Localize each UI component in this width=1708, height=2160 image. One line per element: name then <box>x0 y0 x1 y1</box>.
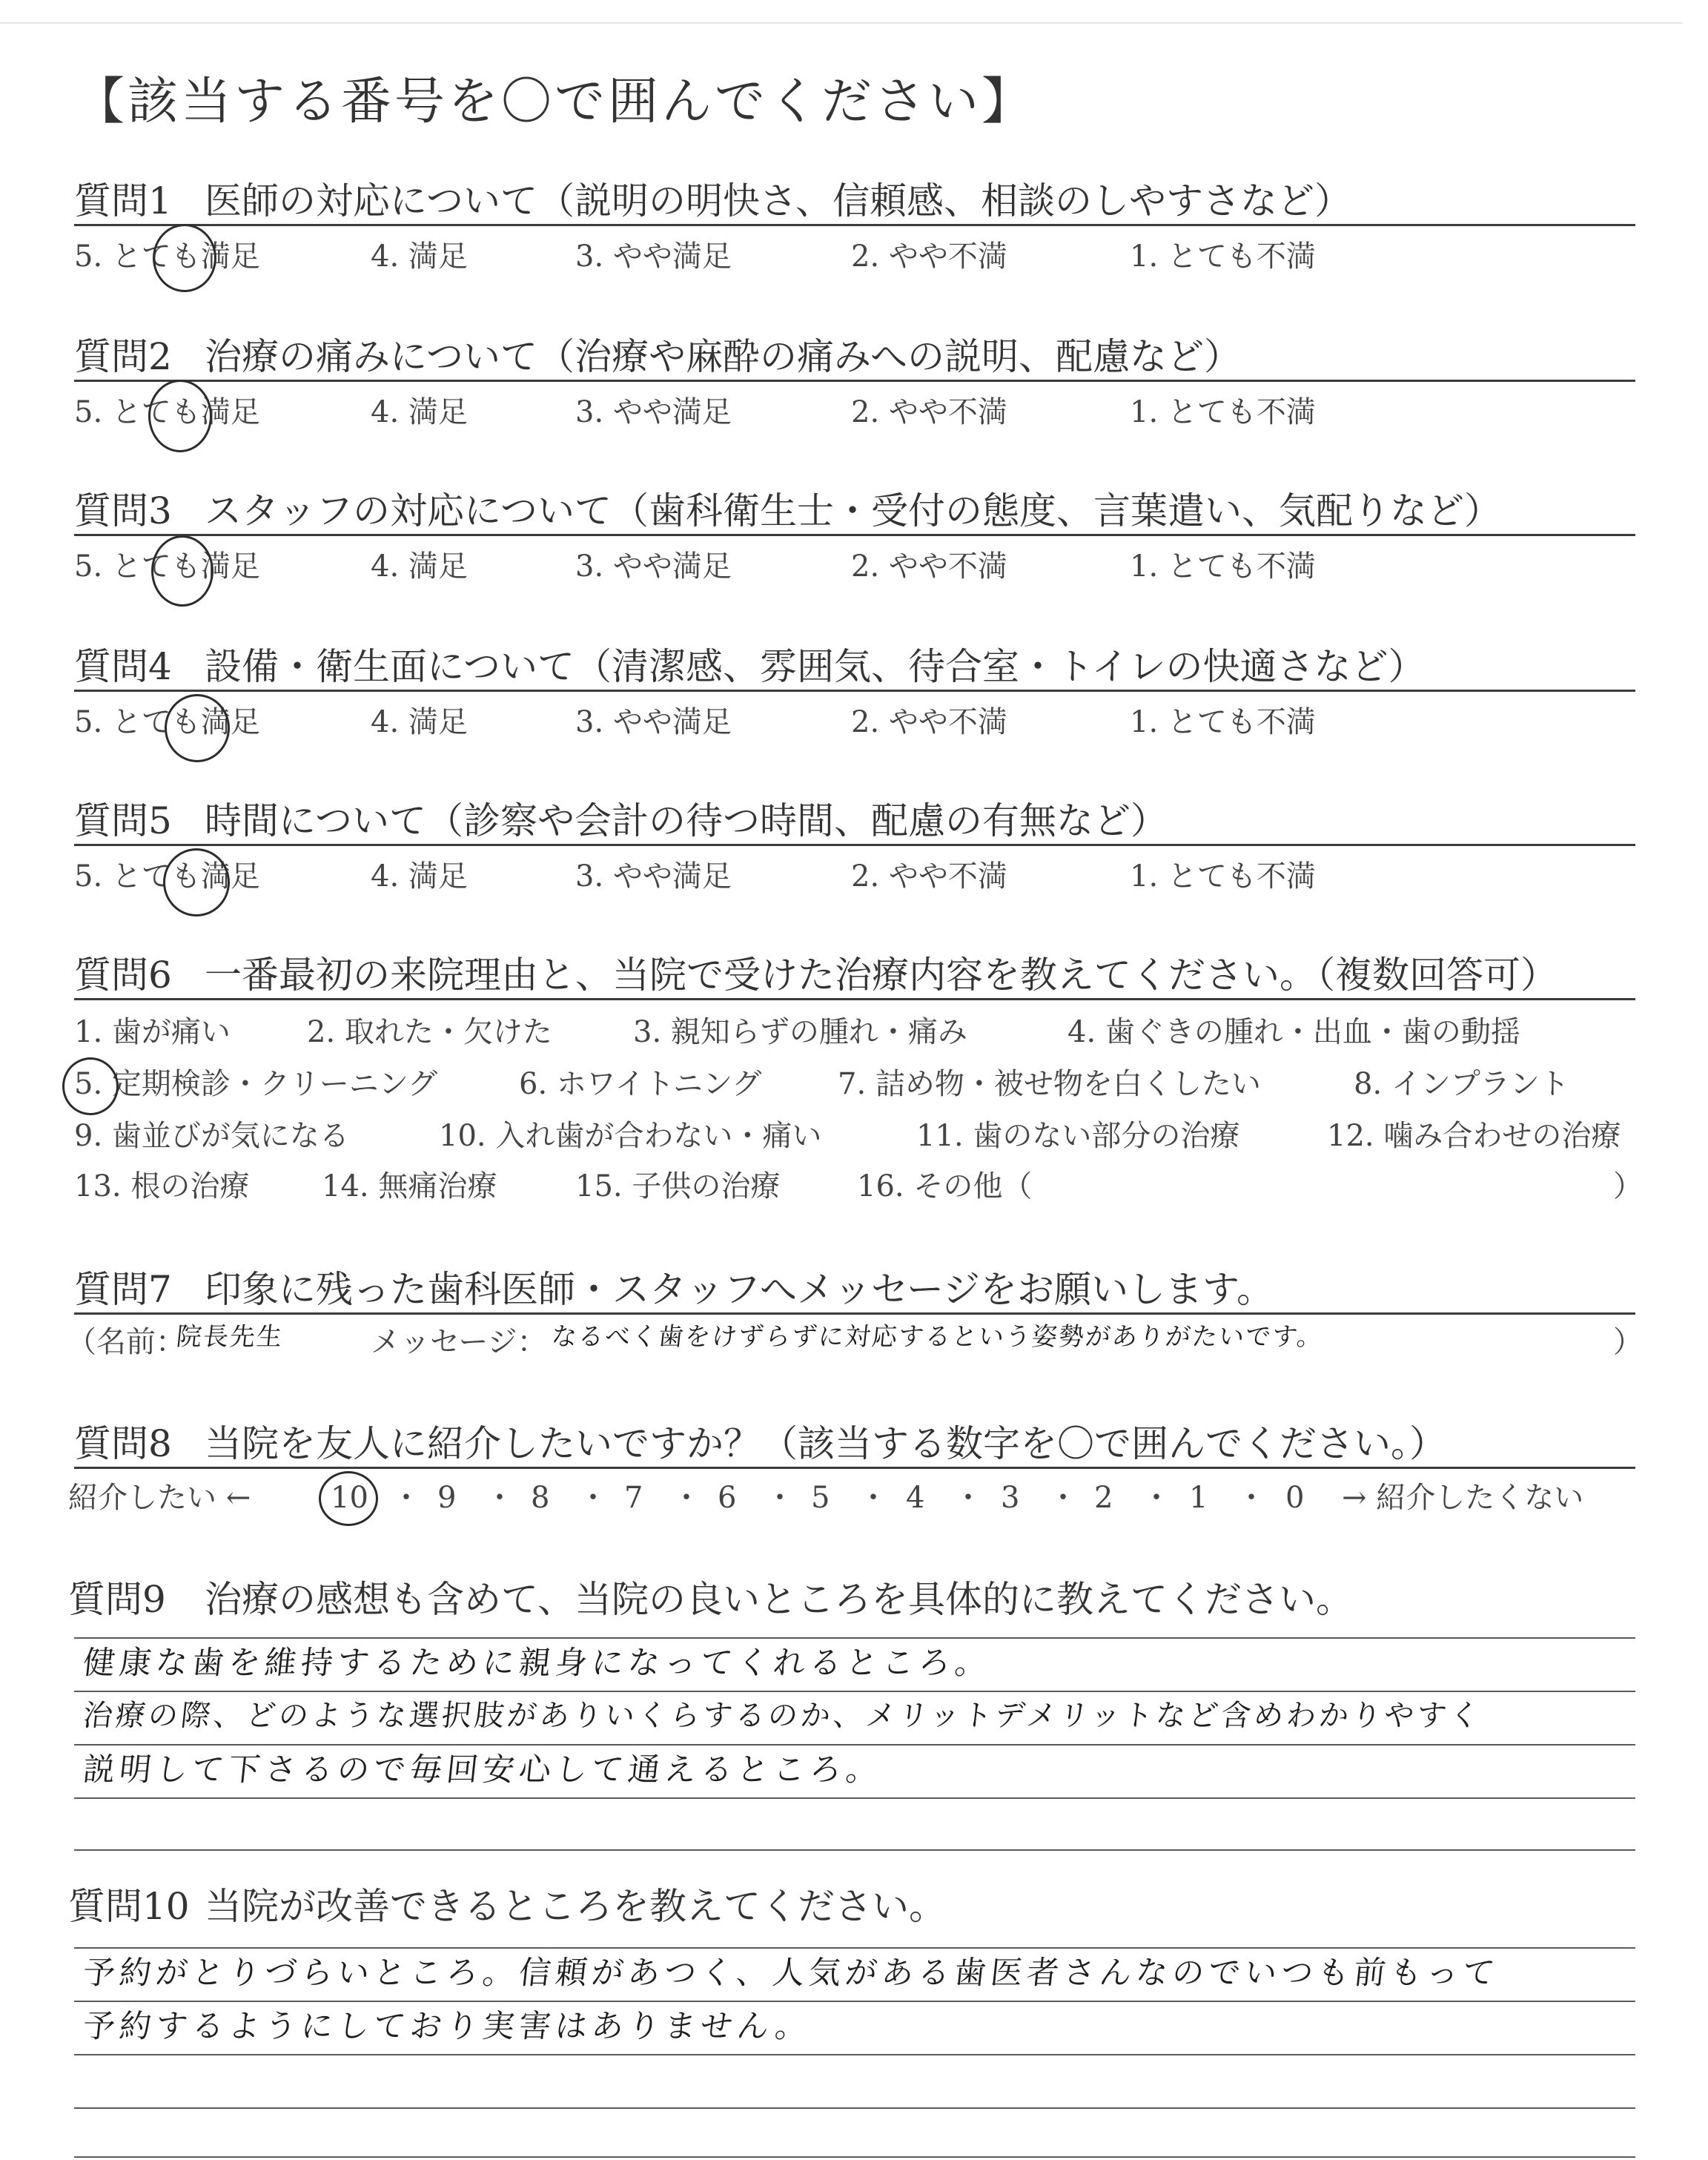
q8-separator: ・ <box>858 1481 888 1515</box>
q10-answer-line <box>74 1947 1635 1949</box>
q9-answer-line <box>74 1849 1635 1851</box>
q6-option-5[interactable]: 5. 定期検診・クリーニング <box>74 1067 438 1101</box>
q3-selection-circle <box>151 535 214 607</box>
q5-option-2[interactable]: 2. やや不満 <box>851 859 1007 894</box>
q1-label: 質問1 <box>74 179 172 222</box>
q6-other-close-paren: ） <box>1613 1169 1643 1203</box>
q8-separator: ・ <box>765 1481 795 1515</box>
q7-message-label: メッセージ： <box>371 1325 547 1359</box>
q5-option-5[interactable]: 5. とても満足 <box>74 859 260 894</box>
q9-answer-text[interactable]: 治療の際、どのような選択肢がありいくらするのか、メリットデメリットなど含めわかりやすく <box>81 1699 1484 1733</box>
q8-scale-4[interactable]: 4 <box>906 1481 925 1515</box>
q9-text: 治療の感想も含めて、当院の良いところを具体的に教えてください。 <box>205 1578 1353 1621</box>
q10-answer-line <box>74 2107 1635 2109</box>
q6-option-12[interactable]: 12. 噛み合わせの治療 <box>1327 1119 1621 1153</box>
q6-rule <box>74 998 1635 1000</box>
q5-selection-circle <box>163 848 230 916</box>
q5-option-3[interactable]: 3. やや満足 <box>575 859 732 894</box>
q2-option-2[interactable]: 2. やや不満 <box>851 395 1007 429</box>
q2-rule <box>74 380 1635 382</box>
q6-option-10[interactable]: 10. 入れ歯が合わない・痛い <box>439 1119 822 1153</box>
q8-scale-3[interactable]: 3 <box>1001 1481 1020 1515</box>
q6-option-4[interactable]: 4. 歯ぐきの腫れ・出血・歯の動揺 <box>1068 1015 1520 1049</box>
q4-option-5[interactable]: 5. とても満足 <box>74 705 260 739</box>
q5-option-1[interactable]: 1. とても不満 <box>1130 859 1316 894</box>
q8-separator: ・ <box>1237 1481 1266 1515</box>
q10-answer-text[interactable]: 予約するようにしており実害はありません。 <box>81 2008 814 2045</box>
q9-label: 質問9 <box>68 1578 166 1621</box>
q8-selection-circle <box>319 1471 378 1526</box>
q7-close-paren: ） <box>1613 1325 1643 1359</box>
q6-option-7[interactable]: 7. 詰め物・被せ物を白くしたい <box>838 1067 1261 1101</box>
q2-selection-circle <box>148 380 212 452</box>
q8-separator: ・ <box>485 1481 514 1515</box>
q6-option-2[interactable]: 2. 取れた・欠けた <box>307 1015 552 1049</box>
q4-option-1[interactable]: 1. とても不満 <box>1130 705 1316 739</box>
q10-answer-text[interactable]: 予約がとりづらいところ。信頼があつく、人気がある歯医者さんなのでいつも前もって <box>81 1955 1501 1992</box>
q5-text: 時間について（診察や会計の待つ時間、配慮の有無など） <box>205 799 1168 842</box>
q10-text: 当院が改善できるところを教えてください。 <box>205 1885 946 1928</box>
q3-text: スタッフの対応について（歯科衛生士・受付の態度、言葉遣い、気配りなど） <box>205 489 1501 532</box>
q7-text: 印象に残った歯科医師・スタッフへメッセージをお願いします。 <box>205 1268 1274 1311</box>
q10-answer-line <box>74 2001 1635 2002</box>
q9-answer-text[interactable]: 説明して下さるので毎回安心して通えるところ。 <box>81 1751 884 1789</box>
q8-left-label: 紹介したい ← <box>68 1481 251 1515</box>
q8-scale-8[interactable]: 8 <box>531 1481 550 1515</box>
q9-answer-text[interactable]: 健康な歯を維持するために親身になってくれるところ。 <box>81 1645 993 1682</box>
q8-scale-9[interactable]: 9 <box>437 1481 457 1515</box>
q8-separator: ・ <box>1142 1481 1171 1515</box>
q3-option-5[interactable]: 5. とても満足 <box>74 549 260 584</box>
q6-option-8[interactable]: 8. インプラント <box>1354 1067 1569 1101</box>
q1-option-1[interactable]: 1. とても不満 <box>1130 240 1316 274</box>
q3-option-2[interactable]: 2. やや不満 <box>851 549 1007 584</box>
q6-selection-circle <box>62 1057 119 1115</box>
q6-text: 一番最初の来院理由と、当院で受けた治療内容を教えてください。（複数回答可） <box>205 954 1558 997</box>
q3-rule <box>74 534 1635 536</box>
q2-label: 質問2 <box>74 335 172 378</box>
q8-rule <box>74 1467 1635 1469</box>
q2-text: 治療の痛みについて（治療や麻酔の痛みへの説明、配慮など） <box>205 335 1241 378</box>
q10-answer-line <box>74 2156 1635 2158</box>
q2-option-3[interactable]: 3. やや満足 <box>575 395 732 429</box>
q6-option-6[interactable]: 6. ホワイトニング <box>519 1067 762 1101</box>
q8-label: 質問8 <box>74 1422 172 1465</box>
q4-selection-circle <box>165 694 230 762</box>
page-title: 【該当する番号を〇で囲んでください】 <box>74 73 1036 131</box>
q10-answer-line <box>74 2054 1635 2055</box>
q7-rule <box>74 1312 1635 1315</box>
q1-text: 医師の対応について（説明の明快さ、信頼感、相談のしやすさなど） <box>205 179 1351 222</box>
q6-label: 質問6 <box>74 954 172 997</box>
q6-option-14[interactable]: 14. 無痛治療 <box>322 1169 497 1203</box>
q3-label: 質問3 <box>74 489 172 532</box>
q5-label: 質問5 <box>74 799 172 842</box>
q3-option-1[interactable]: 1. とても不満 <box>1130 549 1316 584</box>
q4-option-2[interactable]: 2. やや不満 <box>851 705 1007 739</box>
q8-separator: ・ <box>391 1481 421 1515</box>
q8-scale-0[interactable]: 0 <box>1285 1481 1305 1515</box>
q8-scale-1[interactable]: 1 <box>1189 1481 1208 1515</box>
q3-option-3[interactable]: 3. やや満足 <box>575 549 732 584</box>
q7-message-handwritten[interactable]: なるべく歯をけずらずに対応するという姿勢がありがたいです。 <box>549 1322 1325 1352</box>
q6-option-15[interactable]: 15. 子供の治療 <box>575 1169 781 1203</box>
q1-selection-circle <box>153 224 216 292</box>
q3-option-4[interactable]: 4. 満足 <box>371 549 468 584</box>
q8-text: 当院を友人に紹介したいですか？（該当する数字を〇で囲んでください。） <box>205 1422 1446 1465</box>
q8-separator: ・ <box>1048 1481 1078 1515</box>
q4-label: 質問4 <box>74 645 172 688</box>
q4-rule <box>74 690 1635 692</box>
q1-option-4[interactable]: 4. 満足 <box>371 240 468 274</box>
q4-option-3[interactable]: 3. やや満足 <box>575 705 732 739</box>
q2-option-5[interactable]: 5. とても満足 <box>74 395 260 429</box>
q9-answer-line <box>74 1637 1635 1639</box>
q6-option-9[interactable]: 9. 歯並びが気になる <box>74 1119 349 1153</box>
q7-name-handwritten[interactable]: 院長先生 <box>174 1322 285 1352</box>
q8-separator: ・ <box>953 1481 983 1515</box>
q4-option-4[interactable]: 4. 満足 <box>371 705 468 739</box>
q8-right-label: → 紹介したくない <box>1342 1481 1584 1515</box>
q8-scale-2[interactable]: 2 <box>1094 1481 1113 1515</box>
q9-answer-line <box>74 1744 1635 1745</box>
q6-option-13[interactable]: 13. 根の治療 <box>74 1169 250 1203</box>
q2-option-1[interactable]: 1. とても不満 <box>1130 395 1316 429</box>
q1-option-2[interactable]: 2. やや不満 <box>851 240 1007 274</box>
q8-scale-10[interactable]: 10 <box>331 1481 368 1515</box>
q5-option-4[interactable]: 4. 満足 <box>371 859 468 894</box>
q2-option-4[interactable]: 4. 満足 <box>371 395 468 429</box>
q6-option-16[interactable]: 16. その他（ <box>857 1169 1033 1203</box>
q6-option-3[interactable]: 3. 親知らずの腫れ・痛み <box>633 1015 967 1049</box>
scan-edge-line <box>0 22 1683 24</box>
q8-separator: ・ <box>672 1481 701 1515</box>
q8-scale-5[interactable]: 5 <box>811 1481 830 1515</box>
q9-answer-line <box>74 1797 1635 1799</box>
q9-answer-line <box>74 1691 1635 1692</box>
q5-rule <box>74 844 1635 846</box>
q10-label: 質問10 <box>68 1885 190 1928</box>
q8-scale-6[interactable]: 6 <box>718 1481 737 1515</box>
q4-text: 設備・衛生面について（清潔感、雰囲気、待合室・トイレの快適さなど） <box>205 645 1426 688</box>
q6-option-11[interactable]: 11. 歯のない部分の治療 <box>916 1119 1240 1153</box>
q1-option-5[interactable]: 5. とても満足 <box>74 240 260 274</box>
q1-option-3[interactable]: 3. やや満足 <box>575 240 732 274</box>
q7-name-label: （名前： <box>67 1325 185 1359</box>
q8-separator: ・ <box>578 1481 608 1515</box>
q8-scale-7[interactable]: 7 <box>624 1481 643 1515</box>
q1-rule <box>74 224 1635 226</box>
q7-label: 質問7 <box>74 1268 172 1311</box>
q6-option-1[interactable]: 1. 歯が痛い <box>74 1015 231 1049</box>
